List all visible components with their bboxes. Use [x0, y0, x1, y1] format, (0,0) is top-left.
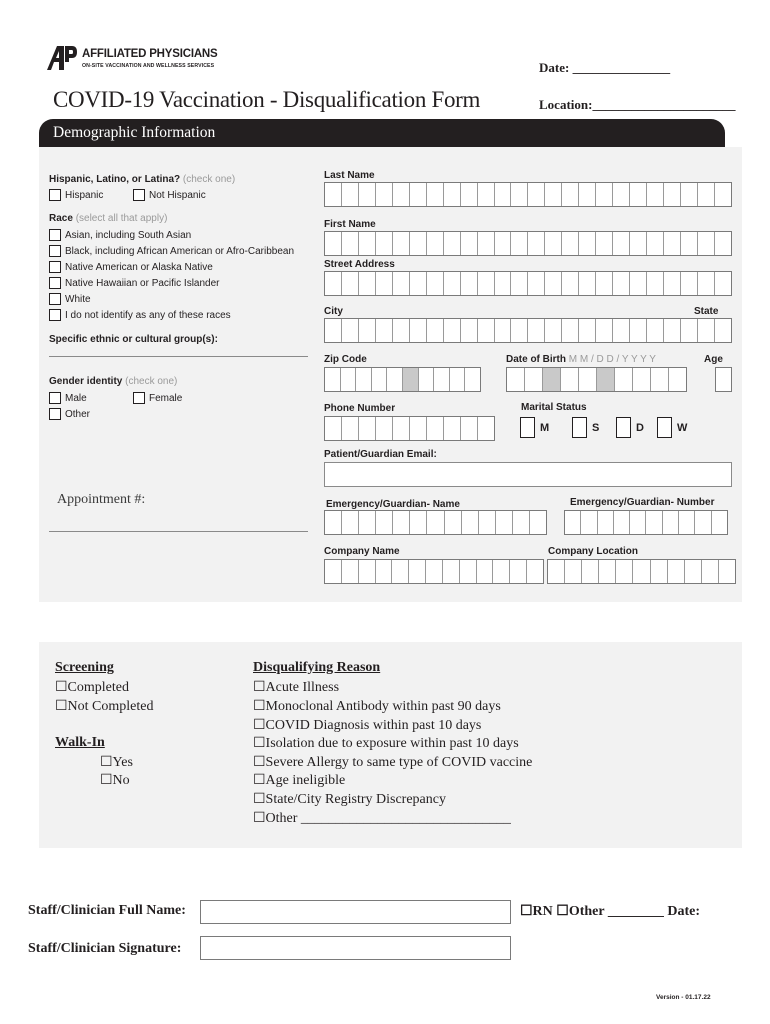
reason-option-other[interactable]: ☐Other ______________________________	[253, 811, 511, 826]
logo-name: AFFILIATED PHYSICIANS	[82, 48, 218, 60]
gender-other-option[interactable]: Other	[49, 408, 90, 420]
dob-label-group	[506, 354, 656, 365]
screening-completed-option[interactable]: ☐Completed	[55, 680, 129, 695]
reason-option[interactable]: ☐Acute Illness	[253, 680, 340, 695]
last-name-label: Last Name	[324, 170, 375, 181]
page-title: COVID-19 Vaccination - Disqualification Form	[53, 87, 481, 112]
checkbox[interactable]	[616, 417, 631, 438]
race-option[interactable]: Native American or Alaska Native	[49, 261, 213, 273]
race-hint: (select all that apply)	[75, 213, 168, 224]
demographic-section-header	[39, 119, 725, 147]
ap-logo-mark-icon	[47, 46, 77, 70]
hispanic-label: Hispanic, Latino, or Latina?	[49, 174, 181, 185]
race-question	[49, 213, 167, 224]
checkbox[interactable]	[49, 245, 61, 257]
checkbox[interactable]	[49, 309, 61, 321]
gender-male-option[interactable]: Male	[49, 392, 87, 404]
checkbox[interactable]	[49, 392, 61, 404]
location-field[interactable]: Location:______________________	[539, 97, 736, 112]
section-title: Demographic Information	[53, 124, 216, 141]
marital-status-label: Marital Status	[521, 402, 587, 413]
staff-name-input[interactable]	[200, 900, 511, 924]
date-field[interactable]: Date: _______________	[539, 60, 671, 75]
reason-option[interactable]: ☐State/City Registry Discrepancy	[253, 792, 446, 807]
checkbox[interactable]	[572, 417, 587, 438]
reason-option[interactable]: ☐COVID Diagnosis within past 10 days	[253, 718, 482, 733]
street-address-label: Street Address	[324, 259, 395, 270]
company-name-boxes[interactable]	[324, 559, 544, 584]
race-option[interactable]: I do not identify as any of these races	[49, 309, 231, 321]
email-label: Patient/Guardian Email:	[324, 449, 437, 460]
staff-credentials[interactable]: ☐RN ☐Other ________ Date:	[520, 904, 700, 919]
staff-signature-label: Staff/Clinician Signature:	[28, 941, 182, 956]
phone-label: Phone Number	[324, 403, 396, 414]
checkbox[interactable]	[49, 277, 61, 289]
company-location-label: Company Location	[548, 546, 639, 557]
checkbox[interactable]	[49, 408, 61, 420]
marital-option-d[interactable]: D	[616, 417, 644, 438]
checkbox[interactable]	[49, 229, 61, 241]
race-option[interactable]: Native Hawaiian or Pacific Islander	[49, 277, 220, 289]
emergency-number-label: Emergency/Guardian- Number	[570, 497, 715, 508]
checkbox[interactable]	[49, 293, 61, 305]
marital-option-s[interactable]: S	[572, 417, 599, 438]
first-name-label: First Name	[324, 219, 376, 230]
ethnic-group-line[interactable]	[49, 356, 308, 357]
gender-female-option[interactable]: Female	[133, 392, 182, 404]
age-label: Age	[704, 354, 723, 365]
checkbox[interactable]	[49, 261, 61, 273]
walkin-yes-option[interactable]: ☐Yes	[100, 755, 133, 770]
race-label: Race	[49, 213, 73, 224]
reason-option[interactable]: ☐Severe Allergy to same type of COVID vaccine	[253, 755, 533, 770]
company-location-boxes[interactable]	[547, 559, 736, 584]
ethnic-group-label: Specific ethnic or cultural group(s):	[49, 334, 218, 345]
emergency-name-boxes[interactable]	[324, 510, 547, 535]
zip-code-label: Zip Code	[324, 354, 367, 365]
checkbox[interactable]	[133, 189, 145, 201]
race-option[interactable]: White	[49, 293, 91, 305]
version-label: Version - 01.17.22	[656, 994, 711, 1001]
walkin-title: Walk-In	[55, 735, 105, 750]
appointment-line[interactable]	[49, 531, 308, 532]
hispanic-question	[49, 174, 235, 185]
screening-not-completed-option[interactable]: ☐Not Completed	[55, 699, 154, 714]
first-name-boxes[interactable]	[324, 231, 732, 256]
race-option[interactable]: Black, including African American or Afro-Caribbean	[49, 245, 294, 257]
checkbox[interactable]	[133, 392, 145, 404]
company-logo	[47, 44, 237, 74]
emergency-name-label: Emergency/Guardian- Name	[326, 499, 460, 510]
screening-title: Screening	[55, 660, 114, 675]
staff-name-label: Staff/Clinician Full Name:	[28, 903, 186, 918]
last-name-boxes[interactable]	[324, 182, 732, 207]
phone-boxes[interactable]	[324, 416, 495, 441]
hispanic-option[interactable]: Hispanic	[49, 189, 103, 201]
checkbox[interactable]	[520, 417, 535, 438]
dob-boxes[interactable]	[506, 367, 687, 392]
race-option[interactable]: Asian, including South Asian	[49, 229, 191, 241]
not-hispanic-option[interactable]: Not Hispanic	[133, 189, 206, 201]
reason-option[interactable]: ☐Age ineligible	[253, 773, 346, 788]
staff-signature-input[interactable]	[200, 936, 511, 960]
zip-code-boxes[interactable]	[324, 367, 481, 392]
age-box[interactable]	[715, 367, 732, 392]
checkbox[interactable]	[657, 417, 672, 438]
state-label: State	[694, 306, 719, 317]
dob-hint: M M / D D / Y Y Y Y	[568, 354, 656, 365]
gender-hint: (check one)	[125, 376, 178, 387]
city-state-boxes[interactable]	[324, 318, 732, 343]
marital-option-w[interactable]: W	[657, 417, 687, 438]
disqualifying-title: Disqualifying Reason	[253, 660, 381, 675]
appointment-label: Appointment #:	[57, 492, 146, 507]
hispanic-hint: (check one)	[182, 174, 236, 185]
reason-option[interactable]: ☐Monoclonal Antibody within past 90 days	[253, 699, 501, 714]
dob-label: Date of Birth	[506, 354, 566, 365]
emergency-number-boxes[interactable]	[564, 510, 728, 535]
marital-option-m[interactable]: M	[520, 417, 549, 438]
walkin-no-option[interactable]: ☐No	[100, 773, 130, 788]
reason-option[interactable]: ☐Isolation due to exposure within past 10 days	[253, 736, 519, 751]
checkbox[interactable]	[49, 189, 61, 201]
logo-tagline: ON-SITE VACCINATION AND WELLNESS SERVICES	[82, 63, 215, 69]
email-input[interactable]	[324, 462, 732, 487]
city-label: City	[324, 306, 343, 317]
gender-question	[49, 376, 177, 387]
street-address-boxes[interactable]	[324, 271, 732, 296]
company-name-label: Company Name	[324, 546, 400, 557]
gender-label: Gender identity	[49, 376, 123, 387]
